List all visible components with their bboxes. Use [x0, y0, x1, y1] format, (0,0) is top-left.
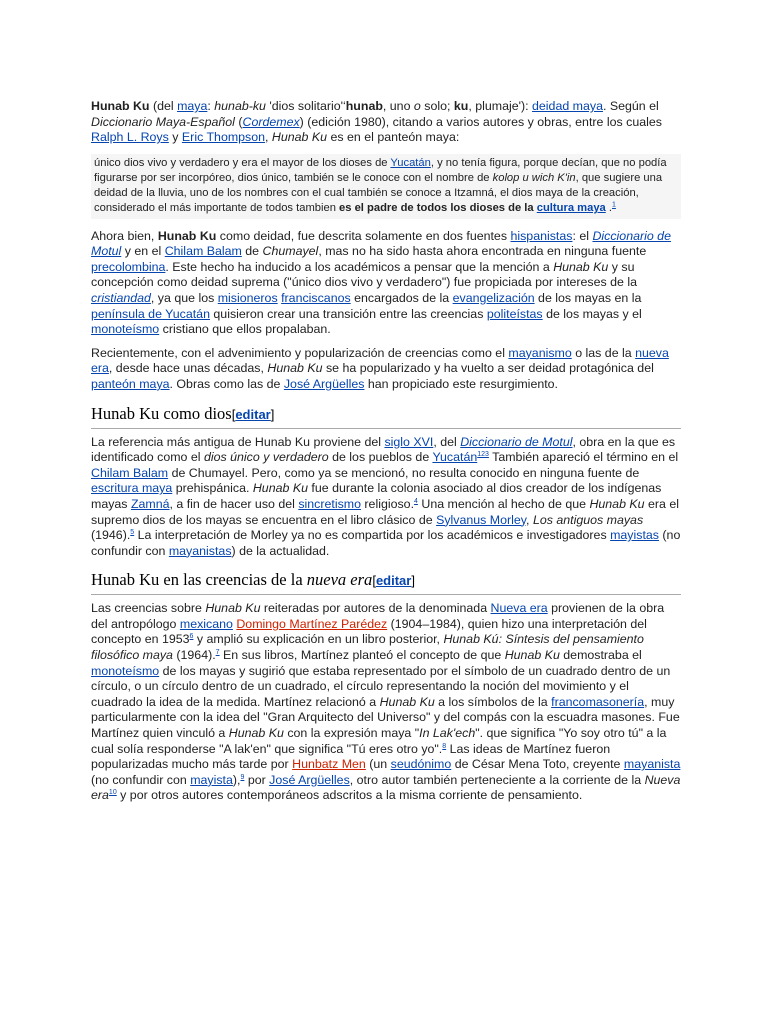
text: Diccionario Maya-Español [91, 114, 235, 129]
text: (1904–1984), quien hizo una interpretación del concepto en 1953 [91, 616, 647, 647]
text: es en el panteón maya: [327, 130, 460, 145]
text: a los símbolos de la [434, 694, 552, 709]
section-heading-como-dios [91, 403, 681, 429]
text: es el padre de todos los dioses de la [339, 202, 537, 215]
link-seudonimo[interactable]: seudónimo [390, 757, 452, 772]
link-panteon-maya[interactable]: panteón maya [91, 376, 170, 391]
link-nueva-era[interactable]: Nueva era [490, 601, 548, 616]
text: hunab [345, 99, 383, 113]
link-jose-arguelles[interactable]: José Argüelles [283, 376, 365, 391]
text: kolop u wich K'in [492, 171, 576, 184]
text: , desde hace unas décadas, [108, 361, 268, 376]
text: La interpretación de Morley ya no es compartida por los académicos e investigadores [134, 528, 611, 543]
text: Las ideas de Martínez fueron popularizadas mucho más tarde por [91, 741, 611, 772]
text: y en el [121, 244, 165, 259]
text: , [265, 130, 272, 145]
text: con la expresión maya " [283, 726, 420, 741]
text: Hunab Ku [267, 361, 323, 376]
text: Una mención al hecho de que [417, 496, 590, 511]
link-chilam-balam[interactable]: Chilam Balam [91, 465, 169, 480]
link-mayanistas[interactable]: mayanistas [168, 543, 232, 558]
text: ". que significa "Yo soy otro tú" a la cual solía responderse "A lak'en" que significa "Tú eres otro yo". [91, 726, 667, 756]
link-escritura-maya[interactable]: escritura maya [91, 481, 173, 496]
paragraph-2 [91, 229, 681, 338]
text: ) (edición 1980), citando a varios autores y obras, entre los cuales [299, 114, 662, 129]
text: También apareció el término en el [488, 450, 679, 465]
text: Las creencias sobre [91, 601, 206, 616]
ref-link[interactable]: 123 [477, 451, 489, 458]
text: o [413, 99, 421, 113]
ref-link[interactable]: 9 [240, 773, 245, 781]
text: prehispánica. [172, 481, 253, 496]
text: , obra en la que es identificado como el [91, 434, 676, 465]
link-monoteismo[interactable]: monoteísmo [91, 322, 160, 337]
paragraph-4 [91, 435, 681, 560]
text: Hunab Ku [228, 726, 284, 741]
text: , que sugiere una deidad de la lluvia, uno de los nombres con el cual también se conoce a Itzamná, el dios maya de la creación, considerado el más importante de todos tambien [94, 171, 663, 215]
edit-section [232, 407, 275, 422]
link-jose-arguelles[interactable]: José Argüelles [269, 772, 350, 787]
text: reiteradas por autores de la denominada [260, 601, 491, 616]
text: (1946). [91, 528, 131, 543]
text: de los mayas en la [534, 290, 642, 305]
text: Chumayel [262, 244, 319, 259]
text: ) de la actualidad. [231, 543, 330, 558]
text: encargados de la [350, 290, 453, 305]
link-monoteismo[interactable]: monoteísmo [91, 663, 160, 678]
text: de los mayas y el [542, 306, 642, 321]
ref-link[interactable]: 6 [189, 633, 194, 641]
text: ( [234, 114, 243, 129]
link-francomasoneria[interactable]: francomasonería [551, 694, 645, 709]
article [91, 99, 681, 812]
text: Hunab Ku [553, 259, 609, 274]
text: y por otros autores contemporáneos adscritos a la misma corriente de pensamiento. [116, 788, 583, 803]
text: , plumaje'): [468, 99, 533, 113]
text: En sus libros, Martínez planteó el concepto de que [219, 648, 505, 663]
ref-link[interactable]: 5 [130, 528, 135, 536]
text: Hunab Ku [252, 481, 308, 496]
link-mayanismo[interactable]: mayanismo [508, 345, 572, 360]
link-franciscanos[interactable]: franciscanos [281, 290, 351, 305]
text: religioso. [360, 496, 415, 511]
link-chilam-balam[interactable]: Chilam Balam [164, 244, 242, 259]
link-hispanistas[interactable]: hispanistas [510, 228, 573, 243]
link-mayanista[interactable]: mayanista [623, 757, 681, 772]
text: In Lak'ech [419, 726, 476, 741]
link-siglo-xvi[interactable]: siglo XVI [384, 434, 434, 449]
text: , otro autor también perteneciente a la corriente de la [349, 772, 645, 787]
text: ku [453, 99, 469, 113]
link-mayista[interactable]: mayista [190, 772, 233, 787]
link-misioneros[interactable]: misioneros [217, 290, 278, 305]
term: Hunab Ku [91, 99, 150, 113]
text: , del [433, 434, 461, 449]
text: de César Mena Toto, creyente [451, 757, 624, 772]
ref-link[interactable]: 8 [442, 742, 447, 750]
ref-link[interactable]: 1 [612, 201, 616, 209]
text: (no confundir con [91, 528, 681, 558]
text: de Chumayel. Pero, como ya se mencionó, no resulta conocido en ninguna fuente de [168, 465, 640, 480]
ref-link[interactable]: 10 [108, 789, 117, 797]
text: : [207, 99, 215, 113]
heading-text: Hunab Ku como dios [91, 403, 232, 423]
link-diccionario-motul[interactable]: Diccionario de Motul [91, 228, 671, 259]
text: de los mayas y sugirió que estaba representado por el símbolo de un cuadrado dentro de un círculo, o un círculo dentro de un cuadrado, el círculo representando la noción del movimiento y el cuadrado la idea de la medida. Martínez relacionó a [91, 663, 671, 709]
text: se ha popularizado y ha vuelto a ser deidad protagónica del [322, 361, 654, 376]
text: (del [149, 99, 178, 113]
intro-paragraph [91, 99, 681, 146]
text: ), [232, 772, 241, 787]
bracket: [ [372, 573, 376, 589]
text: . Este hecho ha inducido a los académicos a pensar que la mención a [165, 259, 554, 274]
link-yucatan[interactable]: Yucatán [432, 450, 478, 465]
text: Hunab Ku [205, 601, 261, 616]
section-heading-nueva-era [91, 569, 681, 595]
text: , a fin de hacer uso del [169, 496, 299, 511]
text: (1964). [172, 648, 216, 663]
blockquote [91, 154, 681, 219]
link-mexicano[interactable]: mexicano [179, 616, 233, 631]
link-peninsula-yucatan[interactable]: península de Yucatán [91, 306, 210, 321]
text: : el [572, 228, 593, 243]
text: , y no tenía figura, porque decían, que no podía figurarse por ser incorpóreo, dios único, también se le conoce con el nombre de [94, 156, 667, 184]
text: y amplió su explicación en un libro posterior, [193, 632, 444, 647]
text: (no confundir con [91, 772, 191, 787]
text: único dios vivo y verdadero y era el mayor de los dioses de [94, 156, 391, 169]
text: de los pueblos de [328, 450, 433, 465]
text: , [526, 512, 533, 527]
heading-text: Hunab Ku en las creencias de la [91, 570, 307, 590]
text: dios único y verdadero [203, 450, 329, 465]
text: . Según el [602, 99, 659, 113]
bracket: ] [270, 406, 275, 422]
link-cristiandad[interactable]: cristiandad [91, 290, 151, 305]
text: era el supremo dios de los mayas se encuentra en el libro clásico de [91, 496, 680, 527]
edit-link[interactable]: editar [235, 406, 271, 422]
text: por [244, 772, 270, 787]
text: Hunab Ku [157, 228, 217, 243]
text: , muy particularmente con la idea del "Gran Arquitecto del Universo" y del compás con la escuadra masones. Fue Martínez quien vinculó a [91, 694, 680, 741]
link-maya[interactable]: maya [177, 99, 208, 113]
text: han propiciado este resurgimiento. [364, 376, 558, 391]
text: quisieron crear una transición entre las creencias [209, 306, 487, 321]
text: Hunab Ku [379, 694, 435, 709]
link-evangelizacion[interactable]: evangelización [452, 290, 535, 305]
text: provienen de la obra del antropólogo [91, 601, 665, 631]
link-politeistas[interactable]: politeístas [486, 306, 543, 321]
text: . [605, 202, 612, 215]
text: como deidad, fue descrita solamente en dos fuentes [216, 228, 511, 243]
link-ralph-roys[interactable]: Ralph L. Roys [91, 130, 169, 145]
ref-link[interactable]: 4 [414, 497, 418, 505]
text: cristiano que ellos propalaban. [159, 322, 331, 337]
text: Los antiguos mayas [532, 512, 644, 527]
text: , mas no ha sido hasta ahora encontrada en ninguna fuente [318, 244, 647, 259]
paragraph-5 [91, 601, 681, 804]
text: y [168, 130, 182, 145]
text: o las de la [571, 345, 636, 360]
edit-link[interactable]: editar [375, 573, 412, 589]
link-cultura-maya[interactable]: cultura maya [536, 202, 606, 215]
link-sincretismo[interactable]: sincretismo [298, 496, 361, 511]
text: La referencia más antigua de Hunab Ku proviene del [91, 434, 385, 449]
link-diccionario-motul[interactable]: Diccionario de Motul [460, 434, 573, 449]
bracket: [ [231, 406, 236, 422]
text: Hunab Ku [271, 130, 328, 145]
text: (un [365, 757, 391, 772]
link-precolombina[interactable]: precolombina [91, 259, 166, 274]
text: y su concepción como deidad suprema ("único dios vivo y verdadero") fue propiciada por intereses de la [91, 259, 638, 290]
text: , ya que los [150, 290, 218, 305]
text: Hunab Ku [504, 648, 560, 663]
text: Hunab Ku [589, 496, 645, 511]
text: Recientemente, con el advenimiento y popularización de creencias como el [91, 345, 509, 360]
text: fue durante la colonia asociado al dios creador de los indígenas mayas [91, 481, 662, 511]
text: 'dios solitario'‘ [265, 99, 346, 113]
paragraph-3 [91, 346, 681, 393]
text: . Obras como las de [169, 376, 284, 391]
link-zamna[interactable]: Zamná [130, 496, 170, 511]
text: , uno [382, 99, 414, 113]
text: demostraba el [559, 648, 642, 663]
link-eric-thompson[interactable]: Eric Thompson [181, 130, 266, 145]
text: de [241, 244, 263, 259]
edit-section [372, 573, 415, 588]
link-sylvanus-morley[interactable]: Sylvanus Morley [436, 512, 527, 527]
text: Ahora bien, [91, 228, 158, 243]
link-hunbatz-men[interactable]: Hunbatz Men [292, 757, 366, 772]
link-mayistas[interactable]: mayistas [610, 528, 659, 543]
link-domingo-martinez[interactable]: Domingo Martínez Parédez [236, 616, 388, 631]
link-nueva-era[interactable]: nueva era [91, 345, 669, 376]
text: Hunab Kú: Síntesis del pensamiento filosófico maya [91, 632, 644, 663]
ref-link[interactable]: 7 [215, 648, 220, 656]
bracket: ] [411, 573, 415, 589]
link-yucatan[interactable]: Yucatán [390, 156, 431, 169]
link-cordemex[interactable]: Cordemex [242, 114, 300, 129]
text: hunab-ku [214, 99, 266, 113]
text: solo; [420, 99, 454, 113]
link-deidad-maya[interactable]: deidad maya [532, 99, 603, 113]
heading-text: nueva era [306, 570, 373, 590]
text: Nueva era [91, 772, 681, 803]
